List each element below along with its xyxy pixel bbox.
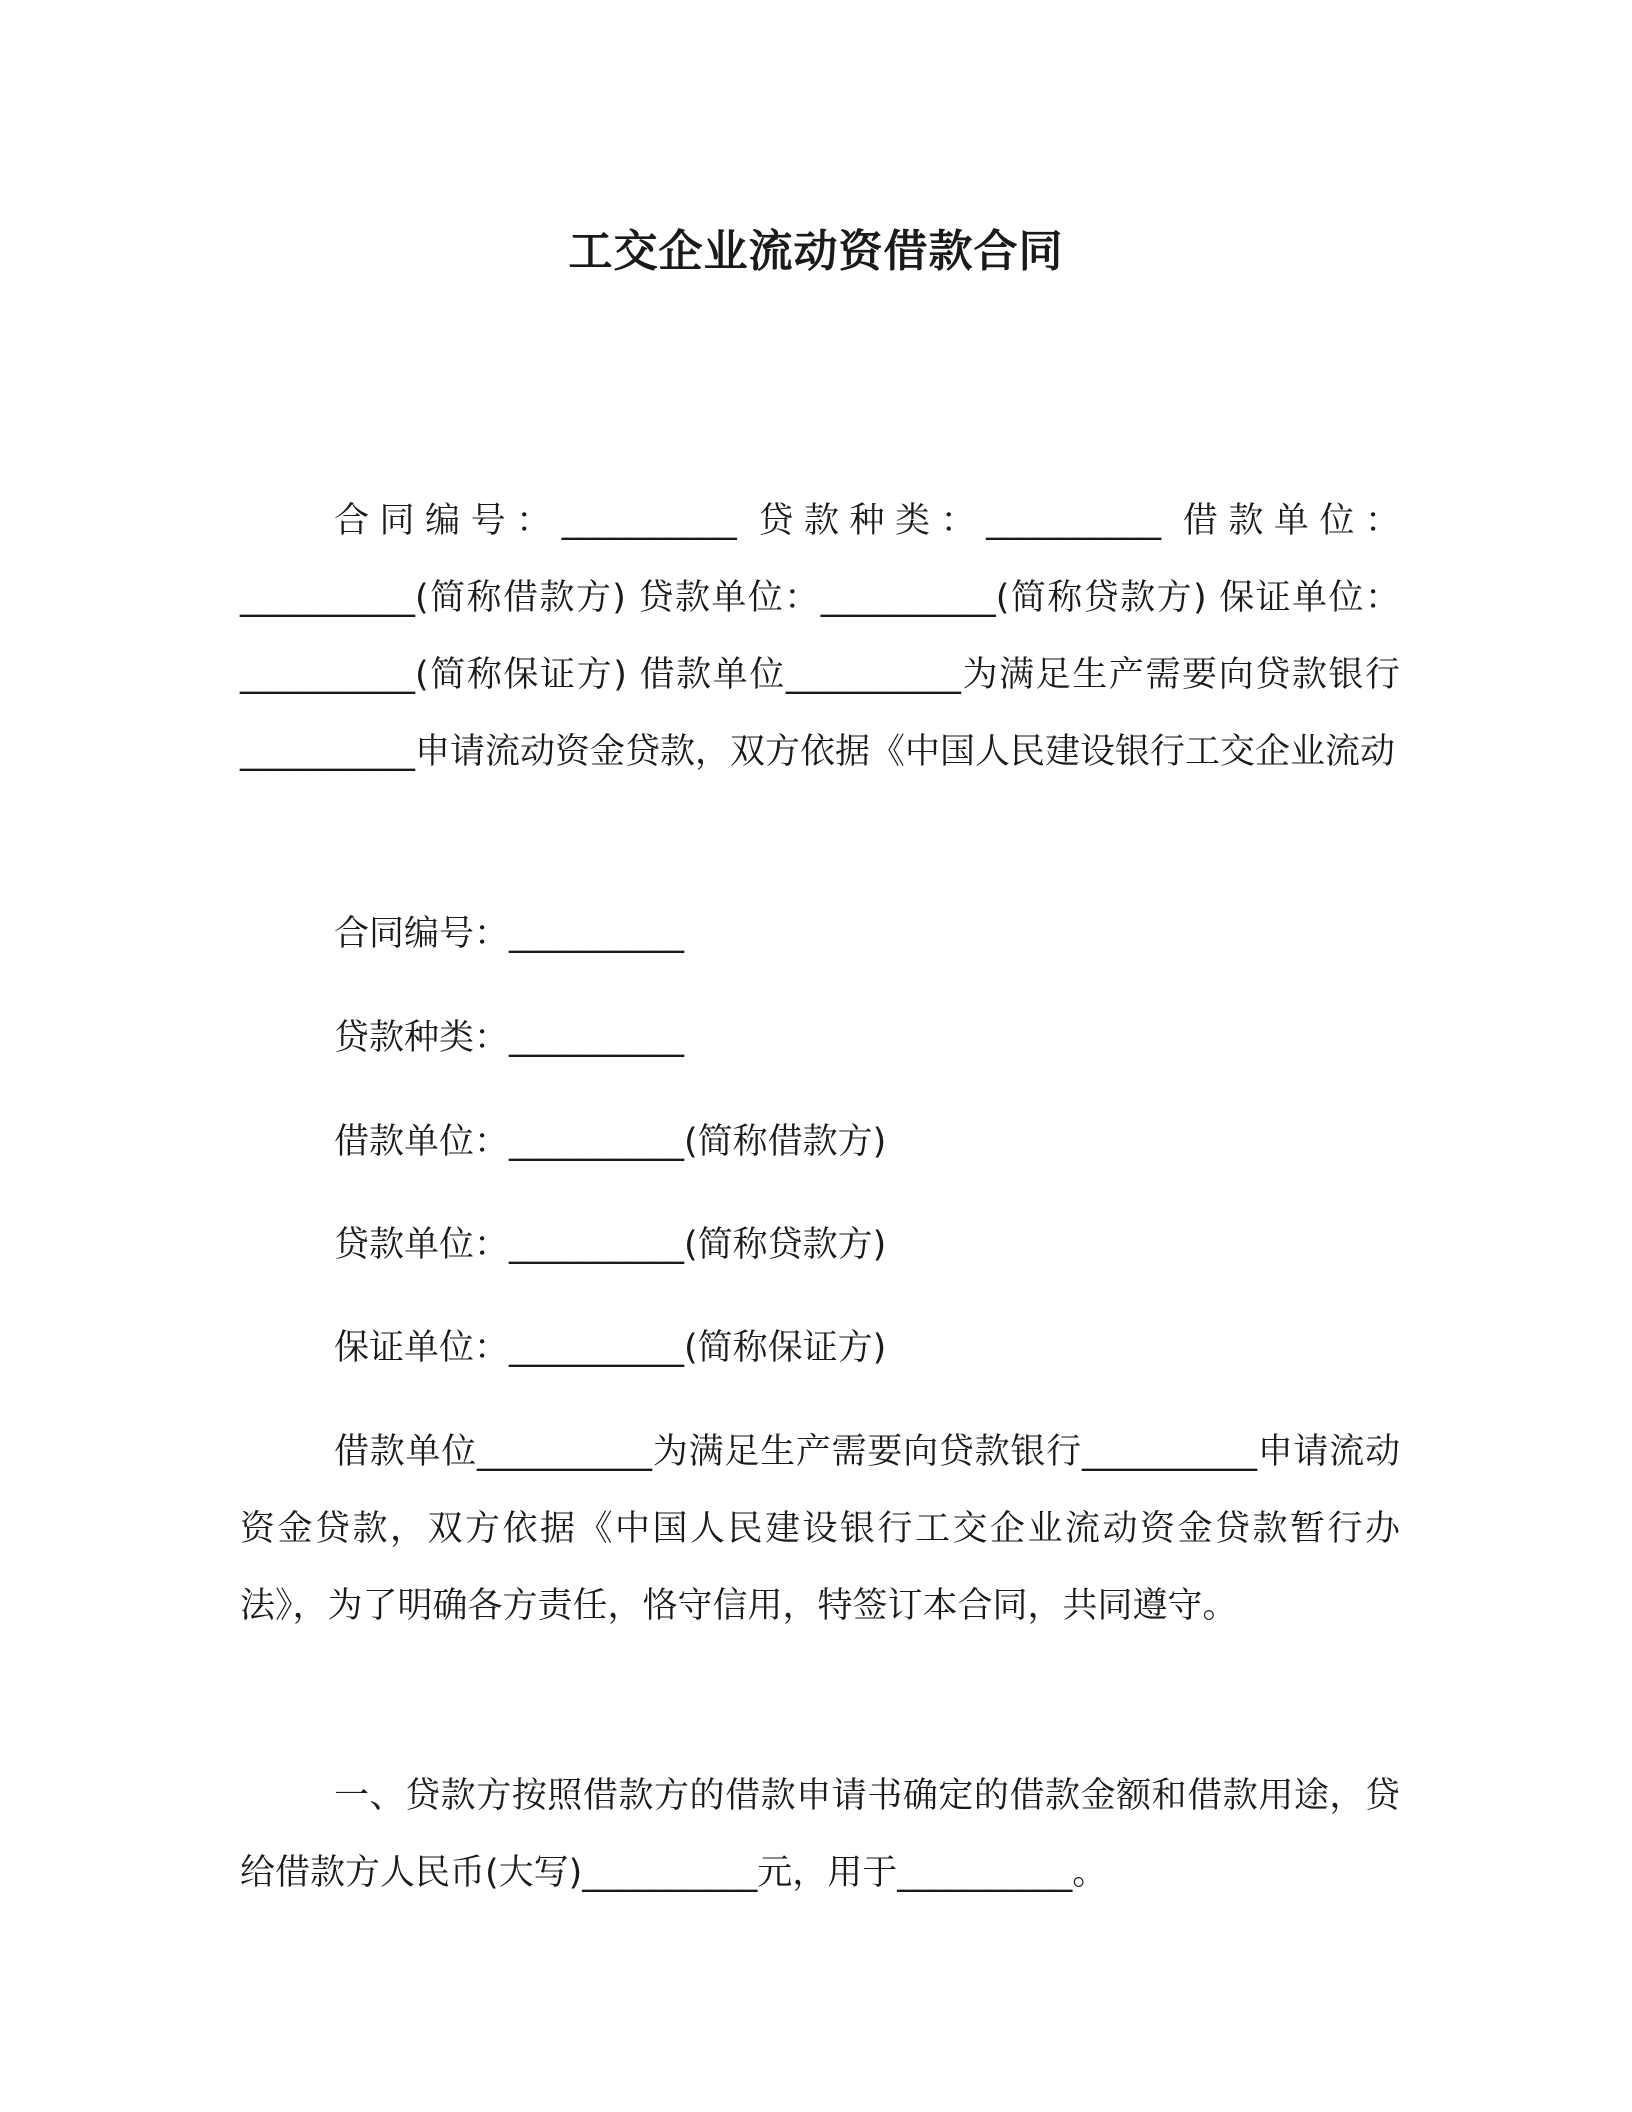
- field-contract-number: [240, 896, 1400, 973]
- preamble-paragraph: 借款单位__________为满足生产需要向贷款银行__________申请流动资金贷款，双方依据《中国人民建设银行工交企业流动资金贷款暂行办法》，为了明确各方责任，恪守信用，特签订本合同，共同遵守。: [240, 1432, 1400, 1626]
- field-lender: [240, 1207, 1400, 1284]
- contract-number-line: 合同编号：__________: [334, 914, 685, 954]
- borrower-line: 借款单位：__________(简称借款方): [334, 1122, 887, 1162]
- guarantor-line: 保证单位：__________(简称保证方): [334, 1328, 887, 1368]
- intro-paragraph: 合同编号：__________ 贷款种类：__________ 借款单位：__________(简称借款方) 贷款单位：__________(简称贷款方) 保证单位：__________(简称保证方) 借款单位__________为满足生产需要向贷款银行__________申请流动资金贷款，双方依据《中国人民建设银行工交企业流动: [240, 501, 1400, 772]
- preamble-section: [240, 1414, 1400, 1645]
- intro-section: [240, 483, 1400, 791]
- clause-1-paragraph: 一、贷款方按照借款方的借款申请书确定的借款金额和借款用途，贷给借款方人民币(大写)__________元，用于__________。: [240, 1776, 1400, 1893]
- loan-type-line: 贷款种类：__________: [334, 1018, 685, 1058]
- clause-1-section: [240, 1758, 1400, 1912]
- field-borrower: [240, 1104, 1400, 1181]
- field-guarantor: [240, 1310, 1400, 1387]
- lender-line: 贷款单位：__________(简称贷款方): [334, 1225, 887, 1265]
- document-title: 工交企业流动资借款合同: [568, 226, 1064, 277]
- field-loan-type: [240, 1000, 1400, 1077]
